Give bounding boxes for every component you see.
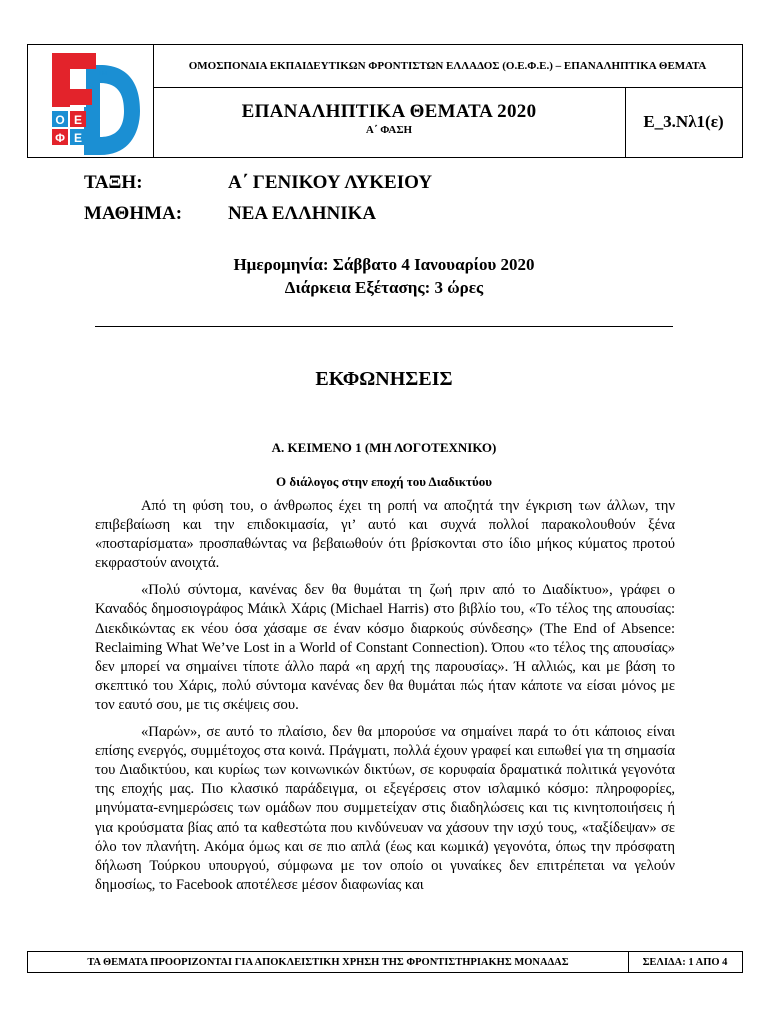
paragraph-2: «Πολύ σύντομα, κανένας δεν θα θυμάται τη ζωή πριν από το Διαδίκτυο», γράφει ο Καναδός δημοσιογράφος Μάικλ Χάρις (Michael Harris) στο βιβλίο του, «Το τέλος της απουσίας: Διεκδικώντας εκ νέου όσα χάσαμε σε έναν κόσμο διαρκούς σύνδεσης» (The End of Absence: Reclaiming What We’ve Lost in a World of Constant Connection). Όπου «το τέλος της απουσίας» δεν μπορεί να σημαίνει τίποτε άλλο παρά «η αρχή της παρουσίας». Ή αλλιώς, και με βάση το σκεπτικό του Χάρις, πολύ σύντομα κανένας δεν θα θυμάται πώς ήταν κάποτε να είσαι μόνος με τον εαυτό σου, με τις σκέψεις σου. bbox=[95, 582, 675, 713]
section-title: ΕΚΦΩΝΗΣΕΙΣ bbox=[315, 368, 453, 390]
paragraph-3: «Παρών», σε αυτό το πλαίσιο, δεν θα μπορούσε να σημαίνει παρά το ότι κάποιος είναι επίσης ενεργός, συμμέτοχος στα κοινά. Πράγματι, πολλά έχουν γραφεί και ειπωθεί για τη σημασία του Διαδικτύου, και κυρίως των κοινωνικών δικτύων, σε κορυφαία δραματικά πολιτικά γεγονότα της εποχής μας. Πιο κλασικό παράδειγμα, οι εξεγέρσεις στον ισλαμικό κόσμο: πληροφορίες, μηνύματα-ενημερώσεις των ομάδων που συμμετείχαν στις διαδηλώσεις και τις κινητοποιήσεις ή για κρούσματα βίας από τα καθεστώτα που κινδύνευαν να χάσουν την ισχύ τους, «ταξίδεψαν» σε όλο τον πλανήτη. Ακόμα όμως και σε πιο απλά (έως και κωμικά) γεγονότα, όπως την πρόσφατη δήλωση Τούρκου υπουργού, σύμφωνα με τον οποίο οι γυναίκες δεν επιτρέπεται να γελούν δημοσίως, το Facebook αποτέλεσε μέσον διαφωνίας και bbox=[95, 724, 675, 893]
exam-duration: Διάρκεια Εξέτασης: 3 ώρες bbox=[284, 278, 484, 297]
subject-value: ΝΕΑ ΕΛΛΗΝΙΚΑ bbox=[228, 203, 377, 224]
footer-note: ΤΑ ΘΕΜΑΤΑ ΠΡΟΟΡΙΖΟΝΤΑΙ ΓΙΑ ΑΠΟΚΛΕΙΣΤΙΚΗ ΧΡΗΣΗ ΤΗΣ ΦΡΟΝΤΙΣΤΗΡΙΑΚΗΣ ΜΟΝΑΔΑΣ bbox=[28, 952, 629, 972]
class-value: Α΄ ΓΕΝΙΚΟΥ ΛΥΚΕΙΟΥ bbox=[228, 172, 433, 193]
logo-tm: TM bbox=[98, 71, 107, 77]
title-cell bbox=[153, 87, 626, 157]
page-number: ΣΕΛΙΔΑ: 1 ΑΠΟ 4 bbox=[642, 956, 728, 968]
exam-code: Ε_3.Νλ1(ε) bbox=[643, 112, 724, 131]
exam-phase: Α΄ ΦΑΣΗ bbox=[365, 124, 413, 136]
logo-letter-4: Ε bbox=[73, 131, 83, 145]
oefe-logo bbox=[28, 45, 153, 157]
logo-letter-3: Φ bbox=[55, 131, 65, 145]
org-name: ΟΜΟΣΠΟΝΔΙΑ ΕΚΠΑΙΔΕΥΤΙΚΩΝ ΦΡΟΝΤΙΣΤΩΝ ΕΛΛΑΔΟΣ (Ο.Ε.Φ.Ε.) – ΕΠΑΝΑΛΗΠΤΙΚΑ ΘΕΜΑΤΑ bbox=[153, 45, 742, 88]
class-line bbox=[84, 172, 432, 194]
subject-label: ΜΑΘΗΜΑ: bbox=[84, 203, 183, 224]
logo-blue-bar bbox=[84, 107, 98, 155]
exam-date: Ημερομηνία: Σάββατο 4 Ιανουαρίου 2020 bbox=[233, 255, 535, 274]
class-label: ΤΑΞΗ: bbox=[84, 172, 143, 193]
text-heading: Α. ΚΕΙΜΕΝΟ 1 (ΜΗ ΛΟΓΟΤΕΧΝΙΚΟ) bbox=[271, 440, 497, 455]
text-title: Ο διάλογος στην εποχή του Διαδικτύου bbox=[276, 474, 492, 489]
text-body bbox=[95, 497, 675, 895]
footer-box bbox=[27, 951, 743, 973]
logo-letter-2: Ε bbox=[73, 113, 83, 127]
header-box bbox=[27, 44, 743, 158]
subject-line bbox=[84, 203, 376, 225]
logo-cell bbox=[28, 45, 154, 157]
logo-letter-1: Ο bbox=[55, 113, 65, 127]
exam-title: ΕΠΑΝΑΛΗΠΤΙΚΑ ΘΕΜΑΤΑ 2020 bbox=[241, 101, 537, 122]
divider bbox=[95, 326, 673, 327]
paragraph-1: Από τη φύση του, ο άνθρωπος έχει τη ροπή να αποζητά την έγκριση των άλλων, την επιβεβαίωση και την επιδοκιμασία, γι’ αυτό και συχνά πολλοί παρακολουθούν ξένα «ποσταρίσματα» προσπαθώντας να βεβαιωθούν ότι βρίσκονται στο ίδιο μήκος κύματος προτού εκφραστούν ανοιχτά. bbox=[95, 498, 675, 572]
